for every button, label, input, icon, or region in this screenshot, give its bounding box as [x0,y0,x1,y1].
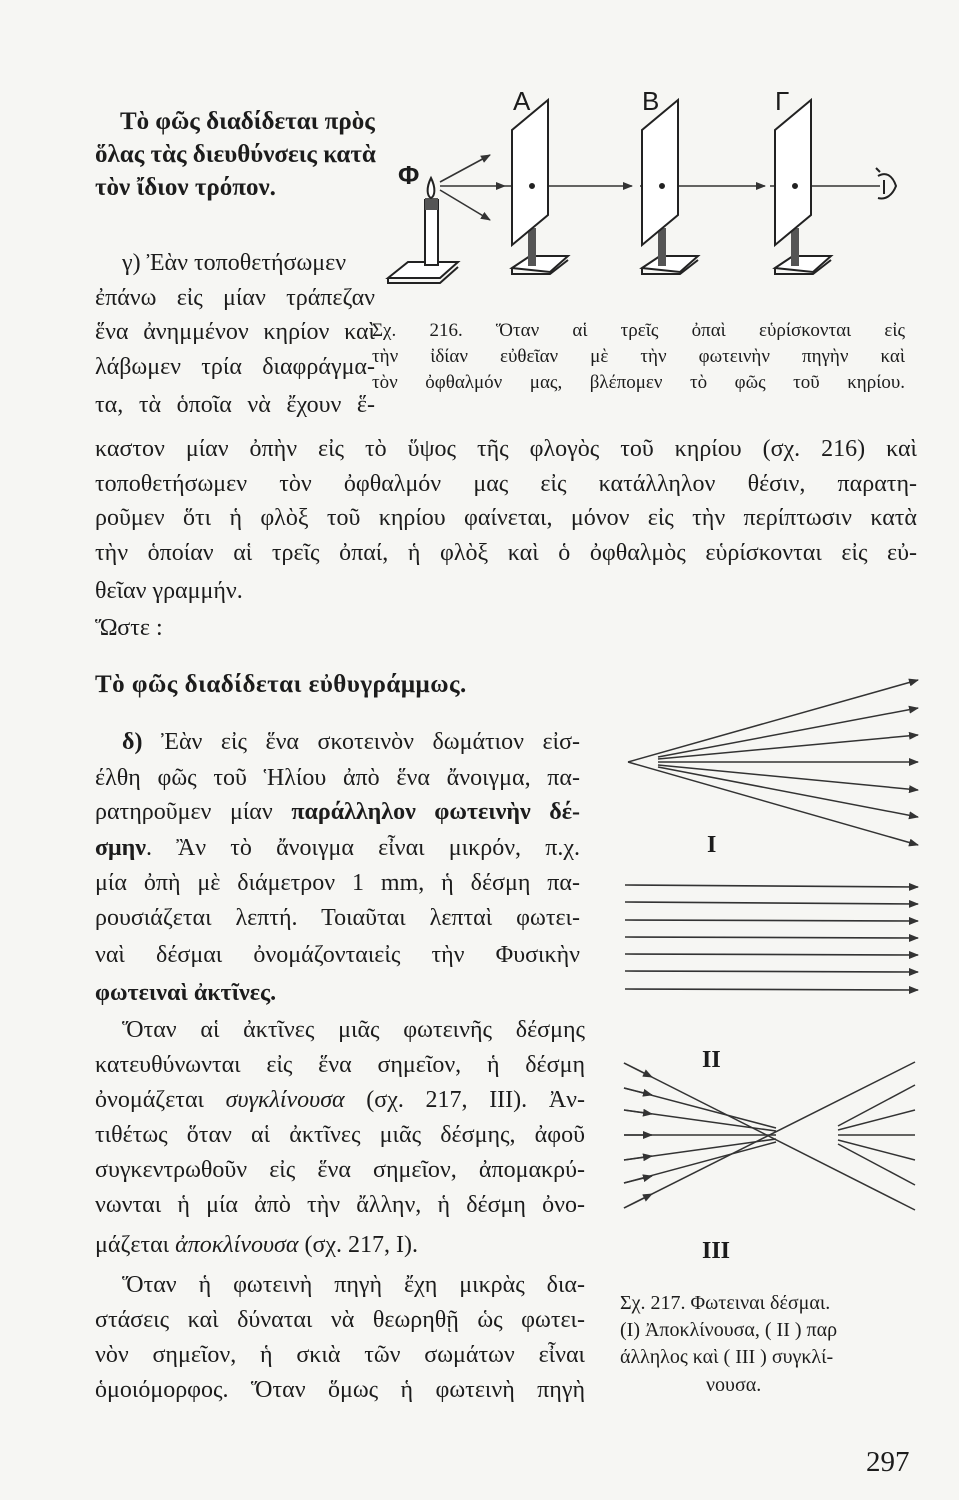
paragraph-line: νωνται ἡ μία ἀπὸ τὴν ἄλλην, ἡ δέσμη ὀνο- [95,1192,585,1218]
paragraph-line: ρουσιάζεται λεπτή. Τοιαῦται λεπταὶ φωτει- [95,905,580,931]
label-screen-b: Β [642,86,660,116]
label-source: Φ [398,160,420,190]
screen-b [642,100,698,274]
figure-216-caption-line: τὸν ὀφθαλμόν μας, βλέπομεν τὸ φῶς τοῦ κηρίου. [372,372,905,393]
label-diverging: I [707,832,717,858]
screen-c [775,100,831,274]
paragraph-line: στάσεις καὶ δύναται νὰ θεωρηθῇ ὡς φωτει- [95,1307,585,1333]
paragraph-line: τιθέτως ὅταν αἱ ἀκτῖνες μιᾶς δέσμης, ἀφοῦ [95,1122,585,1148]
figure-216-caption-line: τὴν ἰδίαν εὐθεῖαν μὲ τὴν φωτεινὴν πηγὴν καὶ [372,346,905,367]
text: μάζεται [95,1232,170,1258]
paragraph-line: γ) Ἐὰν τοποθετήσωμεν [122,250,347,276]
italic-term: συγκλίνουσα [225,1087,345,1113]
paragraph-line: Ὅταν αἱ ἀκτῖνες μιᾶς φωτεινῆς δέσμης [122,1017,585,1043]
bold-term: φωτειναὶ ἀκτῖνες. [95,980,277,1006]
text: (σχ. 217, I). [304,1232,419,1258]
text: (σχ. 217, III). Ἀν- [366,1087,585,1113]
section-heading-line: τὸν ἴδιον τρόπον. [95,174,276,201]
paragraph-line: καστον μίαν ὀπὴν εἰς τὸ ὕψος τῆς φλογὸς τοῦ κηρίου (σχ. 216) καὶ [95,436,917,462]
italic-term: ἀποκλίνουσα [175,1232,299,1258]
conclusion-heading: Τὸ φῶς διαδίδεται εὐθυγράμμως. [95,671,467,698]
paragraph-line: ναὶ δέσμαι ὀνομάζονταιεἰς τὴν Φυσικὴν [95,942,580,968]
paragraph-line: θεῖαν γραμμήν. [95,578,243,604]
text: . Ἂν τὸ ἄνοιγμα εἶναι μικρόν, π.χ. [146,835,580,861]
paragraph-line: ροῦμεν ὅτι ἡ φλὸξ τοῦ κηρίου φαίνεται, μόνον εἰς τὴν περίπτωσιν κατὰ [95,505,917,531]
paragraph-line: ὁμοιόμορφος. Ὅταν ὅμως ἡ φωτεινὴ πηγὴ [95,1377,585,1403]
text: ρατηροῦμεν μίαν [95,799,273,825]
text: ὀνομάζεται [95,1087,204,1113]
text: Ἐὰν εἰς ἕνα σκοτεινὸν δωμάτιον εἰσ- [161,729,580,755]
bold-term: παράλληλον φωτεινὴν δέ- [291,799,581,825]
paragraph-line: τοποθετήσωμεν τὸν ὀφθαλμόν μας εἰς κατάλληλον θέσιν, παρατη- [95,471,917,497]
paragraph-line: Ὅταν ἡ φωτεινὴ πηγὴ ἔχη μικρὰς δια- [122,1272,585,1298]
paragraph-line: Ὥστε : [95,615,163,641]
bold-term: σμην [95,835,147,861]
paragraph-line: τὴν ὁποίαν αἱ τρεῖς ὀπαί, ἡ φλὸξ καὶ ὁ ὀφθαλμὸς εὑρίσκονται εἰς εὐ- [95,540,917,566]
paragraph-line: μία ὀπὴ μὲ διάμετρον 1 mm, ἡ δέσμη πα- [95,870,580,896]
paragraph-line: έλθη φῶς τοῦ Ἡλίου ἀπὸ ἕνα ἄνοιγμα, πα- [95,765,580,791]
paragraph-line: κατευθύνωνται εἰς ἕνα σημεῖον, ἡ δέσμη [95,1052,585,1078]
figure-216-caption-line: Σχ. 216. Ὅταν αἱ τρεῖς ὀπαὶ εὑρίσκονται εἰς [372,320,905,341]
screens [512,100,831,274]
figure-217-caption-line: άλληλος καὶ ( III ) συγκλί- [620,1346,834,1368]
converging-beam [624,1062,915,1210]
label-screen-a: Α [513,86,531,116]
section-heading-line: ὅλας τὰς διευθύνσεις κατὰ [95,141,376,168]
figure-217-caption-line: Σχ. 217. Φωτειναι δέσμαι. [620,1292,831,1314]
paragraph-line: τα, τὰ ὁποῖα νὰ ἔχουν ἕ- [95,392,375,418]
figure-217-caption-line: νουσα. [706,1374,762,1396]
diverging-beam [628,680,918,845]
paragraph-line: ἐπάνω εἰς μίαν τράπεζαν [95,285,375,311]
parallel-beam [625,885,918,990]
item-marker: δ) [122,729,143,755]
paragraph-line: νὸν σημεῖον, ἡ σκιὰ τῶν σωμάτων εἶναι [95,1342,585,1368]
label-converging: III [702,1238,731,1264]
label-parallel: II [702,1047,721,1073]
label-screen-c: Γ [775,86,790,116]
paragraph-line: λάβωμεν τρία διαφράγμα- [95,354,375,380]
eye-icon [876,168,896,199]
paragraph-line: ἕνα ἀνημμένον κηρίον καὶ [95,319,375,345]
page-number: 297 [866,1446,910,1478]
section-heading-line: Τὸ φῶς διαδίδεται πρὸς [120,108,375,135]
screen-a [512,100,568,274]
paragraph-line: συγκεντρωθοῦν εἰς ἕνα σημεῖον, ἀπομακρύ- [95,1157,585,1183]
figure-217-caption-line: (I) Ἀποκλίνουσα, ( II ) παρ [620,1319,838,1341]
